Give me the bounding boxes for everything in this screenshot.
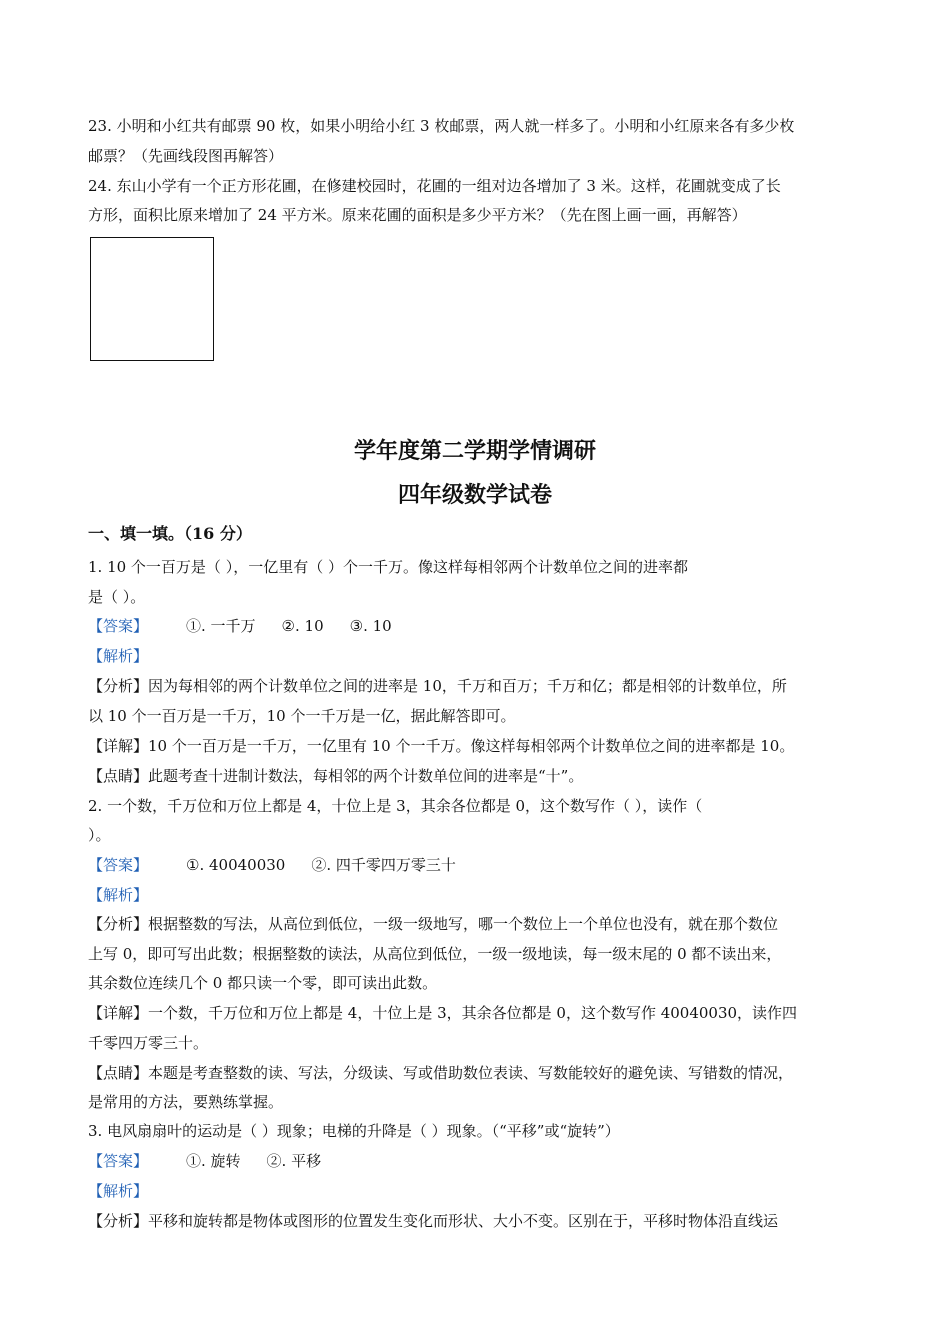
section-heading: 一、填一填。（16 分） (88, 524, 252, 543)
q23-line2: 邮票？（先画线段图再解答） (88, 147, 284, 165)
p1-detail-line1: 【详解】10 个一百万是一千万，一亿里有 10 个一千万。像这样每相邻两个计数单位之间的进率都是 10。 (88, 737, 795, 755)
p2-answer-row (88, 855, 482, 875)
p2-detail-line2: 千零四万零三十。 (88, 1034, 209, 1052)
q24-line2: 方形，面积比原来增加了 24 平方米。原来花圃的面积是多少平方米？（先在图上画一画，再解答） (88, 206, 747, 224)
answer-option: ②. 平移 (266, 1152, 322, 1170)
p2-note-line2: 是常用的方法，要熟练掌握。 (88, 1093, 284, 1111)
answer-tag: 【答案】 (88, 1152, 149, 1170)
answer-option: ①. 40040030 (186, 856, 286, 874)
exam-subtitle: 四年级数学试卷 (397, 482, 552, 508)
q24-line1: 24. 东山小学有一个正方形花圃，在修建校园时，花圃的一组对边各增加了 3 米。这样，花圃就变成了长 (88, 177, 781, 195)
p2-detail-line1: 【详解】一个数，千万位和万位上都是 4，十位上是 3，其余各位都是 0，这个数写作 40040030，读作四 (88, 1004, 798, 1022)
answer-option: ①. 一千万 (186, 617, 256, 635)
q23-line1: 23. 小明和小红共有邮票 90 枚，如果小明给小红 3 枚邮票，两人就一样多了。小明和小红原来各有多少枚 (88, 117, 795, 135)
p3-analysis-tag: 【解析】 (88, 1182, 149, 1200)
p3-answer-row (88, 1151, 347, 1171)
p2-analysis-line2: 上写 0，即可写出此数；根据整数的读法，从高位到低位，一级一级地读，每一级末尾的 0 都不读出来， (88, 945, 782, 963)
p1-question-line2: 是（ ）。 (88, 588, 146, 606)
answer-tag: 【答案】 (88, 856, 149, 874)
answer-option: ③. 10 (349, 617, 392, 635)
p2-analysis-line3: 其余数位连续几个 0 都只读一个零，即可读出此数。 (88, 974, 438, 992)
p1-analysis-line1: 【分析】因为每相邻的两个计数单位之间的进率是 10，千万和百万；千万和亿；都是相邻的计数单位，所 (88, 677, 787, 695)
exam-title: 学年度第二学期学情调研 (353, 438, 596, 464)
p1-note-line1: 【点睛】此题考查十进制计数法，每相邻的两个计数单位间的进率是“十”。 (88, 767, 584, 785)
square-garden-figure (90, 237, 214, 361)
p1-question-line1: 1. 10 个一百万是（ ），一亿里有（ ）个一千万。像这样每相邻两个计数单位之间的进率都 (88, 558, 688, 576)
answer-option: ①. 旋转 (186, 1152, 241, 1170)
p3-question-line1: 3. 电风扇扇叶的运动是（ ）现象；电梯的升降是（ ）现象。（“平移”或“旋转”） (88, 1122, 620, 1140)
p2-note-line1: 【点睛】本题是考查整数的读、写法，分级读、写或借助数位表读、写数能较好的避免读、写错数的情况， (88, 1064, 794, 1082)
p1-analysis-line2: 以 10 个一百万是一千万，10 个一千万是一亿，据此解答即可。 (88, 707, 516, 725)
p2-question-line2: ）。 (88, 826, 111, 844)
p1-answer-row (88, 616, 418, 636)
answer-tag: 【答案】 (88, 617, 149, 635)
p1-analysis-tag: 【解析】 (88, 647, 149, 665)
p2-question-line1: 2. 一个数，千万位和万位上都是 4，十位上是 3，其余各位都是 0，这个数写作（ ），读作（ (88, 797, 703, 815)
p2-analysis-line1: 【分析】根据整数的写法，从高位到低位，一级一级地写，哪一个数位上一个单位也没有，就在那个数位 (88, 915, 779, 933)
answer-option: ②. 10 (281, 617, 324, 635)
answer-option: ②. 四千零四万零三十 (311, 856, 456, 874)
p2-analysis-tag: 【解析】 (88, 886, 149, 904)
p3-analysis-line1: 【分析】平移和旋转都是物体或图形的位置发生变化而形状、大小不变。区别在于，平移时物体沿直线运 (88, 1212, 779, 1230)
